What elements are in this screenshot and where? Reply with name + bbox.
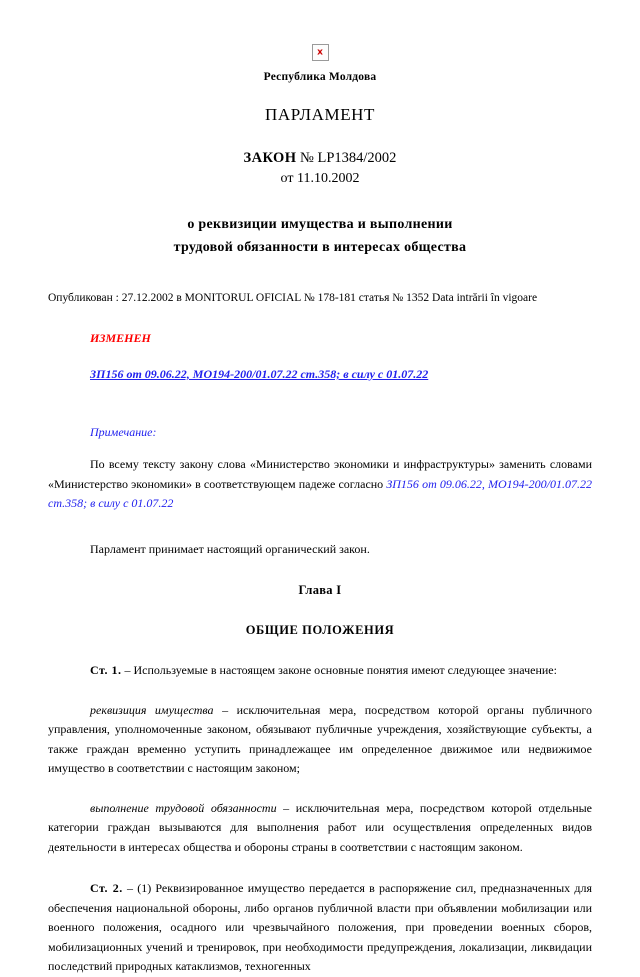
broken-image-x-glyph: x xyxy=(317,47,323,57)
definition-1-term: реквизиция имущества xyxy=(90,702,214,717)
note-label: Примечание: xyxy=(90,425,157,439)
definition-2 xyxy=(48,799,592,858)
law-subtitle-line-2: трудовой обязанности в интересах общества xyxy=(173,240,467,255)
article-2-number: Ст. 2. xyxy=(90,881,123,895)
law-number-line xyxy=(48,148,592,168)
publication-info: Опубликован : 27.12.2002 в MONITORUL OFICIAL № 178-181 статья № 1352 Data intrării în vigoare xyxy=(48,292,538,304)
article-1-number: Ст. 1. xyxy=(90,663,122,677)
note-reference: ЗП156 от 09.06.22, МО194-200/01.07.22 ст.358; в силу с 01.07.22 xyxy=(48,476,593,510)
definition-2-term: выполнение трудовой обязанности xyxy=(90,800,277,815)
chapter-title: ОБЩИЕ ПОЛОЖЕНИЯ xyxy=(245,623,395,637)
law-label: ЗАКОН xyxy=(243,150,297,166)
note-paragraph xyxy=(48,455,592,514)
amendment-link-line xyxy=(48,365,592,383)
definition-2-text: – исключительная мера, посредством которой отдельные категории граждан вызываются для выполнения работ или осуществления определенных видов деятельности в интересах общества и обороны страны в соответствии с настоящим законом. xyxy=(48,800,593,854)
definition-1-text: – исключительная мера, посредством которой органы публичного управления, уполномоченные законом, обязывают публичные учреждения, хозяйствующие субъекты, а также граждан временно уступить принадлежащее им определенное движимое или недвижимое имущество в соответствии с настоящим законом; xyxy=(48,702,592,775)
article-2-paragraph xyxy=(48,879,592,977)
chapter-number: Глава I xyxy=(298,583,342,597)
preamble-paragraph: Парламент принимает настоящий органический закон. xyxy=(90,541,370,556)
law-date: от 11.10.2002 xyxy=(280,171,360,186)
institution-title: ПАРЛАМЕНТ xyxy=(264,105,376,124)
law-subtitle xyxy=(48,213,592,259)
note-body-text: По всему тексту закону слова «Министерство экономики и инфраструктуры» заменить словами «Министерство экономики» в соответствующем падеже согласно xyxy=(48,457,592,491)
definition-1 xyxy=(48,701,592,779)
emblem-container xyxy=(48,0,592,61)
broken-image-icon xyxy=(312,44,329,61)
amendment-link[interactable]: ЗП156 от 09.06.22, МО194-200/01.07.22 ст.358; в силу с 01.07.22 xyxy=(90,367,429,381)
country-name: Республика Молдова xyxy=(263,71,377,83)
article-2-text: – (1) Реквизированное имущество передается в распоряжение сил, предназначенных для обеспечения национальной обороны, либо органов публичной власти при объявлении мобилизации или военного положения, осадного или чрезвычайного положения, при проведении военных сборов, мобилизационных учений и тренировок, при необходимости предупреждения, локализации, ликвидации последствий природных катаклизмов, техногенных xyxy=(48,881,593,973)
amendment-status: ИЗМЕНЕН xyxy=(90,331,151,345)
article-1-paragraph xyxy=(48,661,592,681)
article-1-text: – Используемые в настоящем законе основные понятия имеют следующее значение: xyxy=(121,663,557,677)
law-number: № LP1384/2002 xyxy=(300,150,397,166)
law-subtitle-line-1: о реквизиции имущества и выполнении xyxy=(187,217,453,232)
